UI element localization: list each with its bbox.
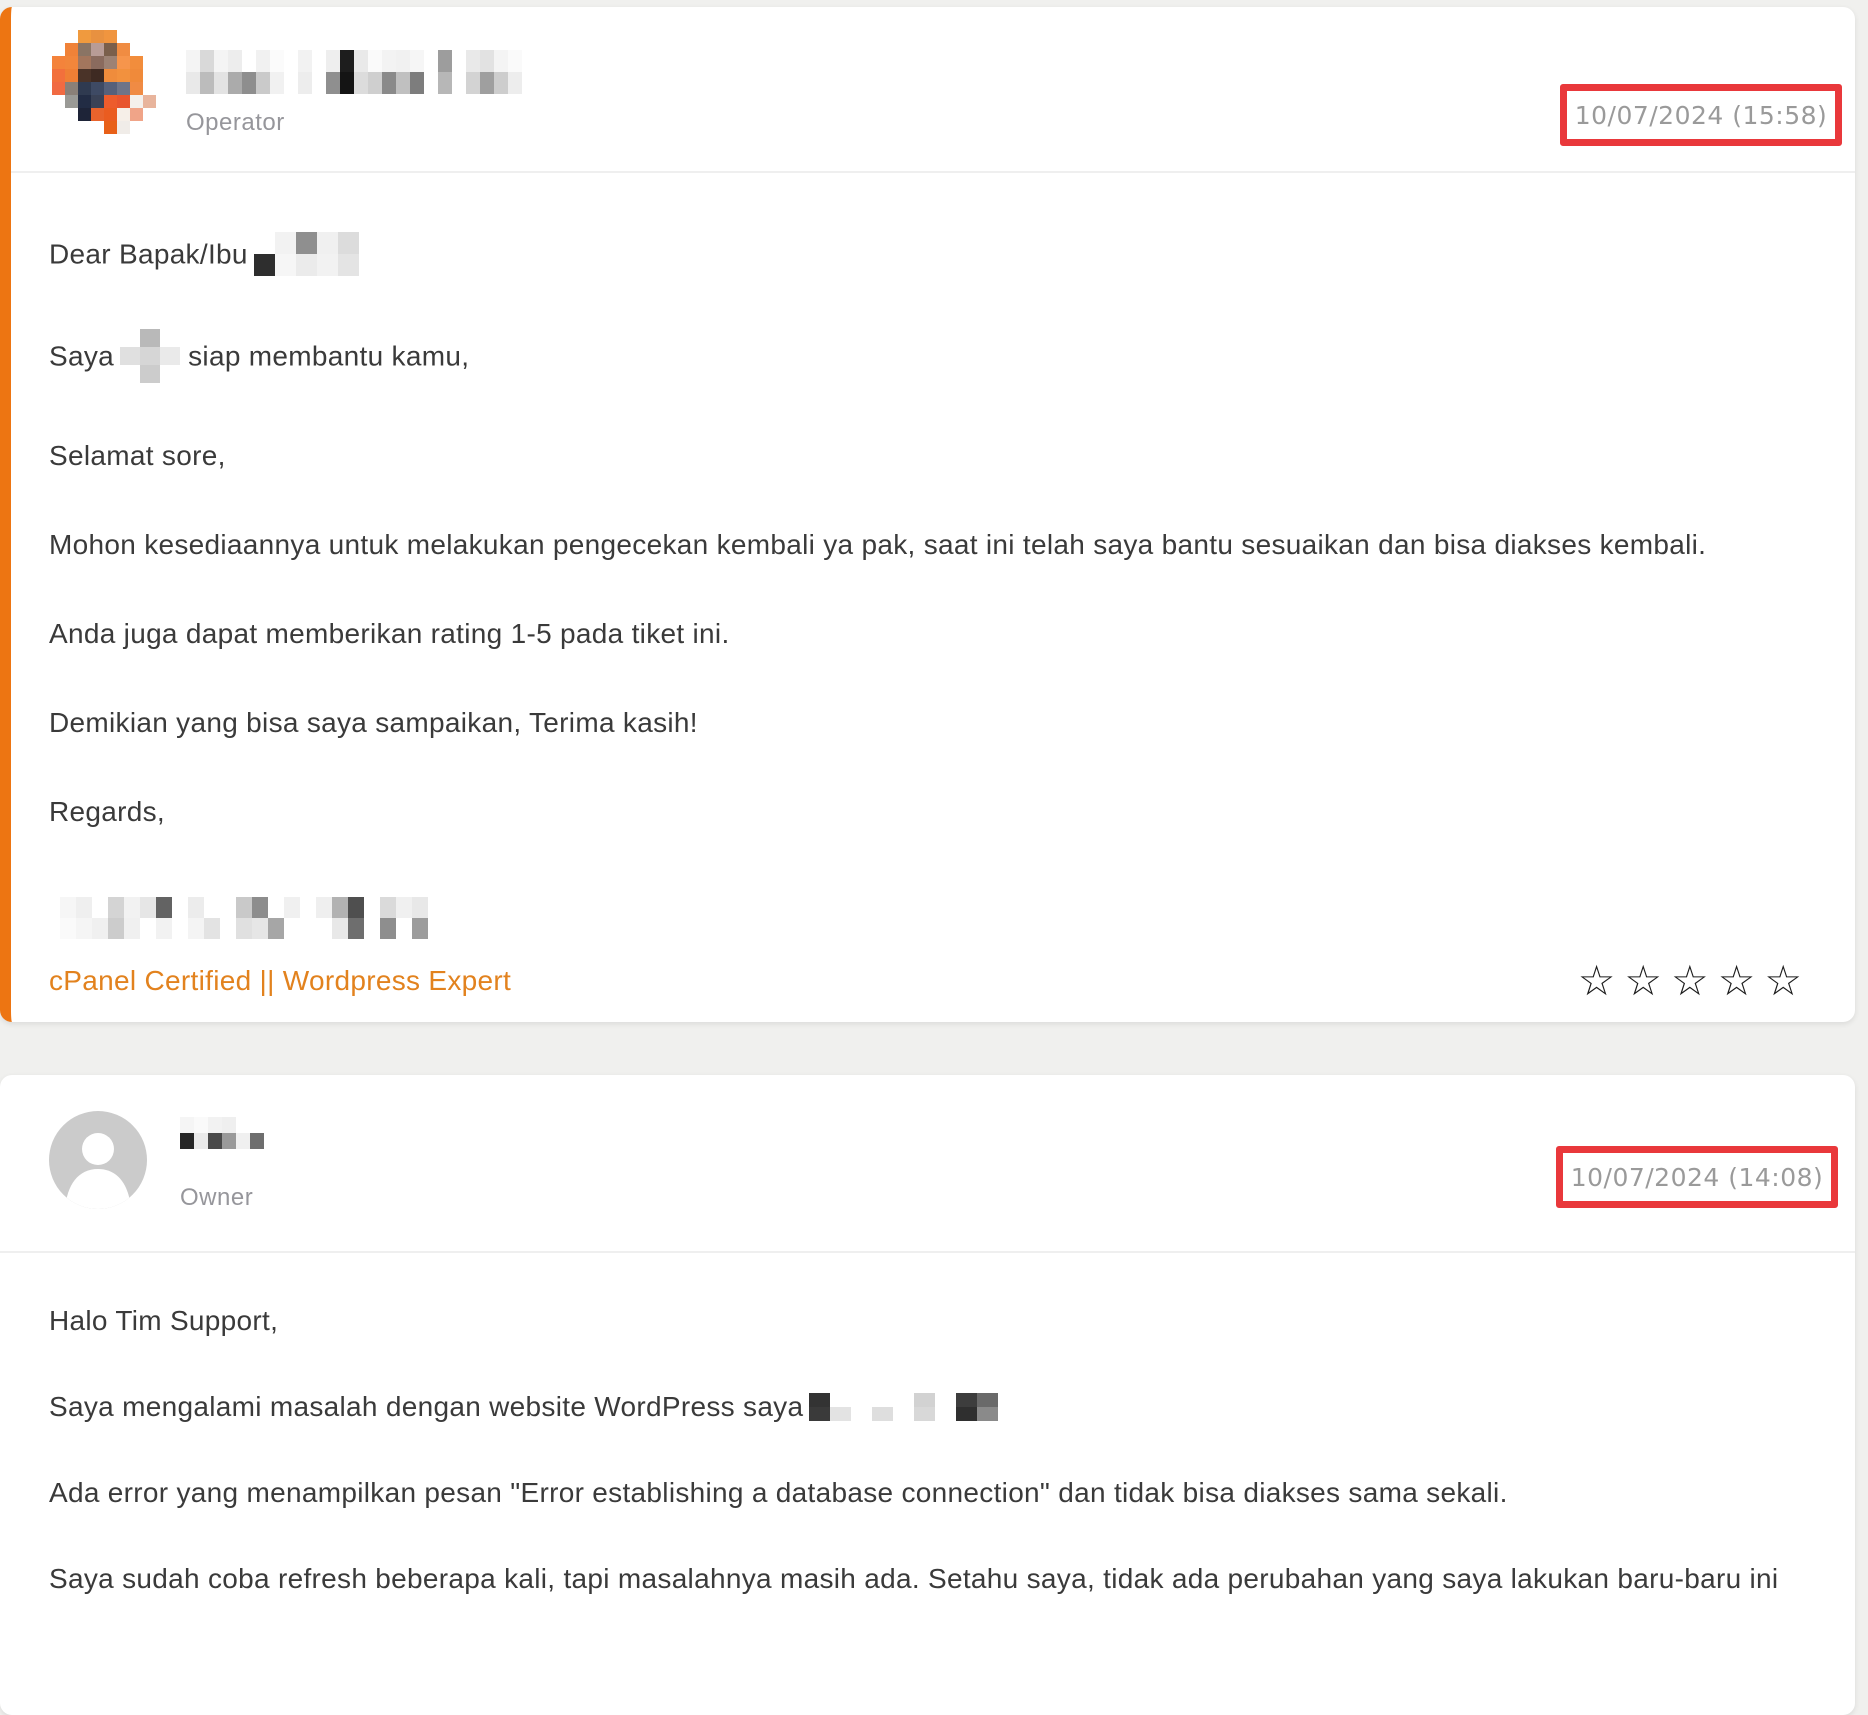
paragraph: Halo Tim Support, bbox=[49, 1305, 279, 1336]
owner-timestamp: 10/07/2024 (14:08) bbox=[1570, 1162, 1824, 1192]
operator-identity bbox=[186, 50, 522, 138]
rating-stars[interactable] bbox=[1577, 956, 1811, 1005]
signature-name-redacted bbox=[60, 897, 428, 939]
star-icon[interactable]: ☆ bbox=[1624, 956, 1672, 1005]
paragraph: Mohon kesediaannya untuk melakukan pengecekan kembali ya pak, saat ini telah saya bantu sesuaikan dan bisa diakses kembali. bbox=[49, 529, 1707, 560]
owner-name-redacted bbox=[180, 1117, 264, 1149]
star-icon[interactable]: ☆ bbox=[1717, 956, 1765, 1005]
owner-role-label: Owner bbox=[180, 1184, 254, 1211]
operator-name-redacted bbox=[186, 50, 522, 94]
paragraph bbox=[49, 331, 1815, 385]
agent-name-redacted bbox=[120, 329, 180, 383]
intro-text-suffix: siap membantu kamu, bbox=[188, 340, 470, 372]
timestamp-annotation-box-owner bbox=[1556, 1146, 1838, 1208]
owner-avatar bbox=[49, 1111, 147, 1209]
message-card-owner bbox=[0, 1075, 1855, 1715]
paragraph: Demikian yang bisa saya sampaikan, Terima kasih! bbox=[49, 707, 698, 738]
paragraph: Regards, bbox=[49, 796, 166, 827]
issue-text: Saya mengalami masalah dengan website WordPress saya bbox=[49, 1391, 804, 1422]
operator-message-body bbox=[11, 173, 1855, 998]
greeting-text: Dear Bapak/Ibu bbox=[49, 238, 248, 270]
timestamp-annotation-box-operator bbox=[1560, 84, 1842, 146]
person-silhouette-icon bbox=[49, 1111, 147, 1209]
paragraph: Selamat sore, bbox=[49, 440, 226, 471]
owner-message-body bbox=[0, 1253, 1855, 1597]
paragraph bbox=[49, 234, 1815, 278]
star-icon[interactable]: ☆ bbox=[1577, 956, 1625, 1005]
operator-timestamp: 10/07/2024 (15:58) bbox=[1574, 100, 1828, 130]
paragraph bbox=[49, 1389, 1815, 1425]
recipient-name-redacted bbox=[254, 232, 359, 276]
website-name-redacted bbox=[809, 1393, 1019, 1421]
paragraph: Ada error yang menampilkan pesan "Error establishing a database connection" dan tidak bisa diakses sama sekali. bbox=[49, 1477, 1508, 1508]
star-icon[interactable]: ☆ bbox=[1671, 956, 1718, 1005]
paragraph: Anda juga dapat memberikan rating 1-5 pada tiket ini. bbox=[49, 618, 730, 649]
star-icon[interactable]: ☆ bbox=[1764, 956, 1811, 1005]
operator-message-header bbox=[11, 7, 1855, 173]
operator-avatar bbox=[52, 30, 156, 134]
signature-link[interactable]: cPanel Certified || Wordpress Expert bbox=[49, 965, 512, 996]
message-card-operator bbox=[0, 7, 1855, 1022]
intro-text: Saya bbox=[49, 340, 115, 372]
operator-role-label: Operator bbox=[186, 109, 285, 136]
owner-identity bbox=[180, 1117, 264, 1213]
owner-message-header bbox=[0, 1075, 1855, 1253]
paragraph: Saya sudah coba refresh beberapa kali, tapi masalahnya masih ada. Setahu saya, tidak ada perubahan yang saya lakukan baru-baru ini bbox=[49, 1563, 1779, 1594]
